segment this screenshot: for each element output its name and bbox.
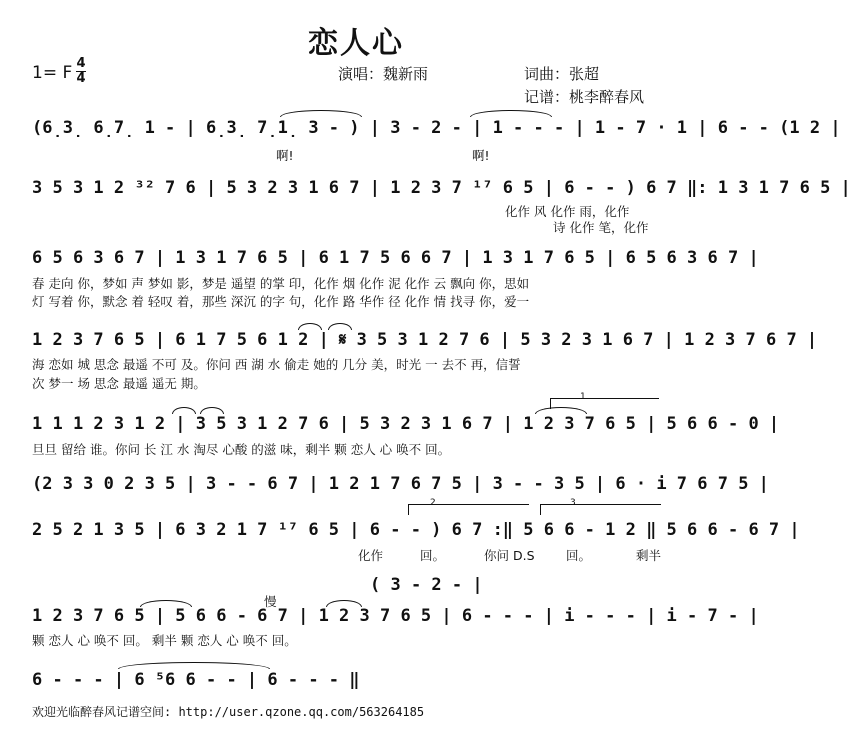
lyric-line-8: 颗 恋人 心 唤不 回。 剩半 颗 恋人 心 唤不 回。	[32, 633, 297, 648]
key-signature: 1= F	[32, 63, 73, 83]
lyric-line-7d: 回。	[566, 548, 592, 563]
tie-mark	[470, 110, 552, 117]
singer-credit: 演唱：魏新雨	[338, 65, 429, 83]
score-line-4: 1 2 3 7 6 5 | 6 1 7 5 6 1 2 | 𝄋 3 5 3 1 2 7 6 | 5 3 2 3 1 6 7 | 1 2 3 7 6 7 |	[32, 330, 818, 350]
lyric-line-4b: 次 梦一 场 思念 最遥 遥无 期。	[32, 376, 206, 391]
volta-number: 1	[580, 392, 586, 402]
tempo-marking: 慢	[264, 594, 277, 609]
lyric-line-7e: 剩半	[636, 548, 662, 563]
page-title: 恋人心	[308, 26, 404, 61]
tie-mark	[280, 110, 362, 117]
lyric-line-7a: 化作	[358, 548, 384, 563]
time-signature-top: 4	[76, 56, 86, 71]
lyric-line-7b: 回。	[420, 548, 446, 563]
score-line-6: (2 3 3 0 2 3 5 | 3 - - 6 7 | 1 2 1 7 6 7 5 | 3 - - 3 5 | 6 · i 7 6 7 5 |	[32, 474, 769, 494]
time-signature-bottom: 4	[76, 71, 86, 86]
footer-url: 欢迎光临醉春风记谱空间: http://user.qzone.qq.com/563264185	[32, 705, 425, 719]
tie-mark	[535, 407, 587, 414]
lyric-line-1a: 啊!	[276, 148, 294, 163]
time-signature	[76, 58, 86, 85]
composer-credit: 词曲：张超	[524, 65, 600, 83]
lyric-line-5: 旦旦 留给 谁。你问 长 江 水 淘尽 心酸 的滋 味，剩半 颗 恋人 心 唤不 回。	[32, 442, 451, 457]
lyric-line-2a: 化作 风 化作 雨，化作	[505, 204, 630, 219]
score-line-3: 6 5 6 3 6 7 | 1 3 1 7 6 5 | 6 1 7 5 6 6 7 | 1 3 1 7 6 5 | 6 5 6 3 6 7 |	[32, 248, 759, 268]
lyric-line-7c: 你问 D.S	[484, 548, 535, 563]
lyric-line-2b: 诗 化作 笔，化作	[553, 220, 649, 235]
tie-mark	[298, 323, 322, 330]
score-line-5: 1 1 1 2 3 1 2 | 3 5 3 1 2 7 6 | 5 3 2 3 1 6 7 | 1 2 3 7 6 5 | 5 6 6 - 0 |	[32, 414, 780, 434]
lyric-line-3a: 春 走向 你，梦如 声 梦如 影，梦是 遥望 的掌 印，化作 烟 化作 泥 化作 云 飘向 你，思如	[32, 276, 530, 291]
lyric-line-3b: 灯 写着 你，默念 着 轻叹 着，那些 深沉 的字 句，化作 路 华作 径 化作 情 找寻 你，爱一	[32, 294, 530, 309]
lyric-line-4a: 海 恋如 城 思念 最遥 不可 及。你问 西 湖 水 偷走 她的 几分 美，时光 一 去不 再，信誓	[32, 357, 521, 372]
volta-number: 2	[430, 498, 436, 508]
tie-mark	[172, 407, 196, 414]
score-line-8-upper: ( 3 - 2 - |	[370, 575, 483, 595]
lyric-line-1b: 啊!	[472, 148, 490, 163]
tie-mark	[118, 662, 270, 669]
tie-mark	[140, 600, 192, 607]
tie-mark	[326, 600, 362, 607]
tie-mark	[200, 407, 224, 414]
transcriber-credit: 记谱：桃李醉春风	[524, 88, 645, 106]
volta-bracket	[540, 504, 661, 515]
score-line-7: 2 5 2 1 3 5 | 6 3 2 1 7 ¹⁷ 6 5 | 6 - - ) 6 7 :‖ 5 6 6 - 1 2 ‖ 5 6 6 - 6 7 |	[32, 520, 800, 540]
score-line-1: (6̣3̣ 6̣7̣ 1 - | 6̣3̣ 7̣1̣ 3 - ) | 3 - 2 - | 1 - - - | 1 - 7 · 1 | 6 - - (1 2 |	[32, 118, 841, 138]
score-line-2: 3 5 3 1 2 ³² 7 6 | 5 3 2 3 1 6 7 | 1 2 3 7 ¹⁷ 6 5 | 6 - - ) 6 7 ‖: 1 3 1 7 6 5 |	[32, 178, 851, 198]
volta-bracket	[408, 504, 529, 515]
score-line-9: 6 - - - | 6 ⁵6 6 - - | 6 - - - ‖	[32, 670, 360, 690]
tie-mark	[328, 323, 352, 330]
score-line-8: 1 2 3 7 6 5 | 5 6 6 - 6 7 | 1 2 3 7 6 5 | 6 - - - | i - - - | i - 7 - |	[32, 606, 759, 626]
volta-number: 3	[570, 498, 576, 508]
